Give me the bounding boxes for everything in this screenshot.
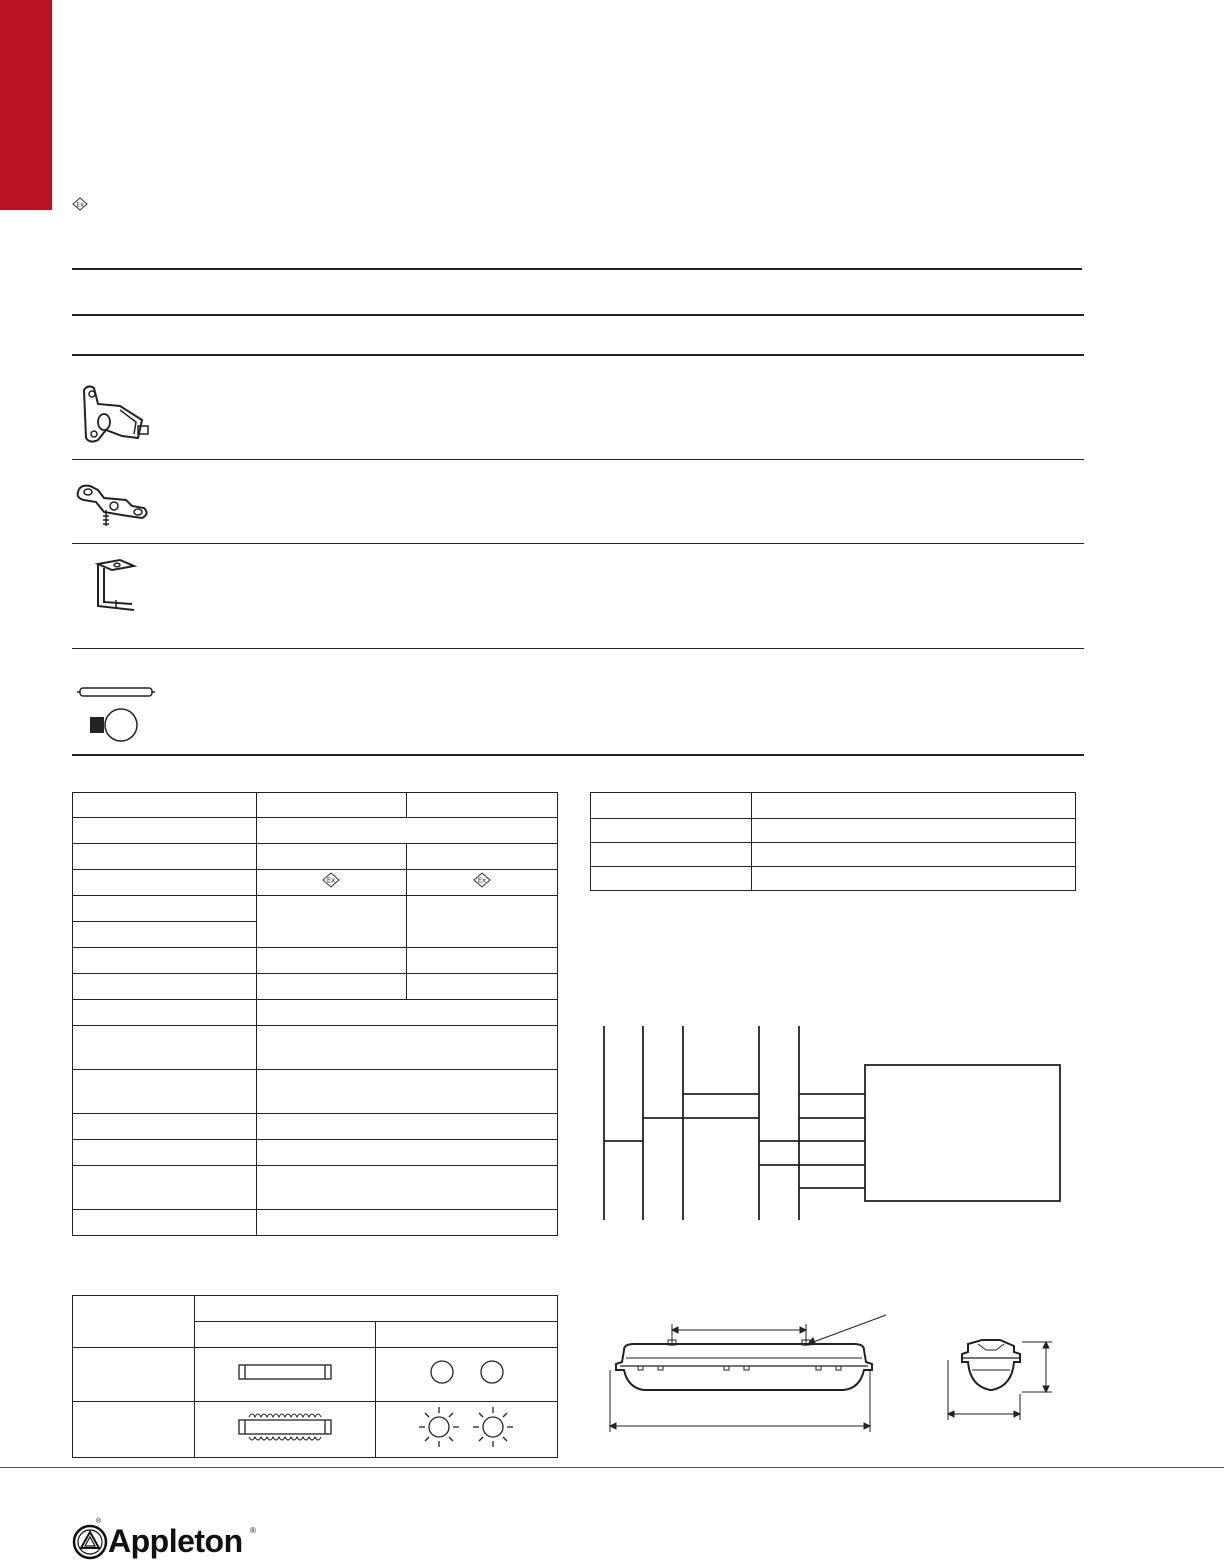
bulb-icon [412, 1357, 522, 1387]
table-rule [72, 754, 1084, 756]
svg-text:Ex: Ex [477, 876, 487, 885]
table-rule [72, 459, 1084, 460]
lamp-legend-table [72, 1295, 558, 1458]
section-tab [0, 0, 52, 210]
table-rule [72, 354, 1084, 356]
wall-bracket-icon [76, 382, 154, 444]
pendant-hook-icon [90, 556, 138, 616]
table-rule [72, 268, 1082, 270]
lamp-icon [76, 684, 156, 742]
ex-mark-icon [72, 197, 88, 211]
table-rule [72, 314, 1084, 316]
lit-bulb-icon [407, 1404, 527, 1450]
table-rule [72, 543, 1084, 544]
specifications-table [72, 792, 558, 1236]
wiring-diagram [598, 1024, 1064, 1222]
ballast-tube-icon [235, 1407, 335, 1447]
ceiling-bracket-icon [74, 480, 152, 530]
brand-name: Appleton [108, 1523, 243, 1559]
ex-mark-icon [473, 872, 491, 888]
fluorescent-tube-icon [235, 1362, 335, 1382]
fixture-end-view-drawing [938, 1334, 1058, 1424]
footer-rule [0, 1467, 1224, 1468]
ex-mark-icon [322, 872, 340, 888]
fixture-side-view-drawing [604, 1310, 894, 1436]
ordering-table [590, 792, 1076, 891]
table-rule [72, 648, 1084, 649]
svg-text:Ex: Ex [327, 876, 336, 885]
svg-text:Ex: Ex [76, 201, 84, 209]
appleton-emblem-icon [72, 1524, 108, 1560]
registered-mark: ® [96, 1518, 102, 1525]
registered-mark: ® [250, 1526, 256, 1535]
